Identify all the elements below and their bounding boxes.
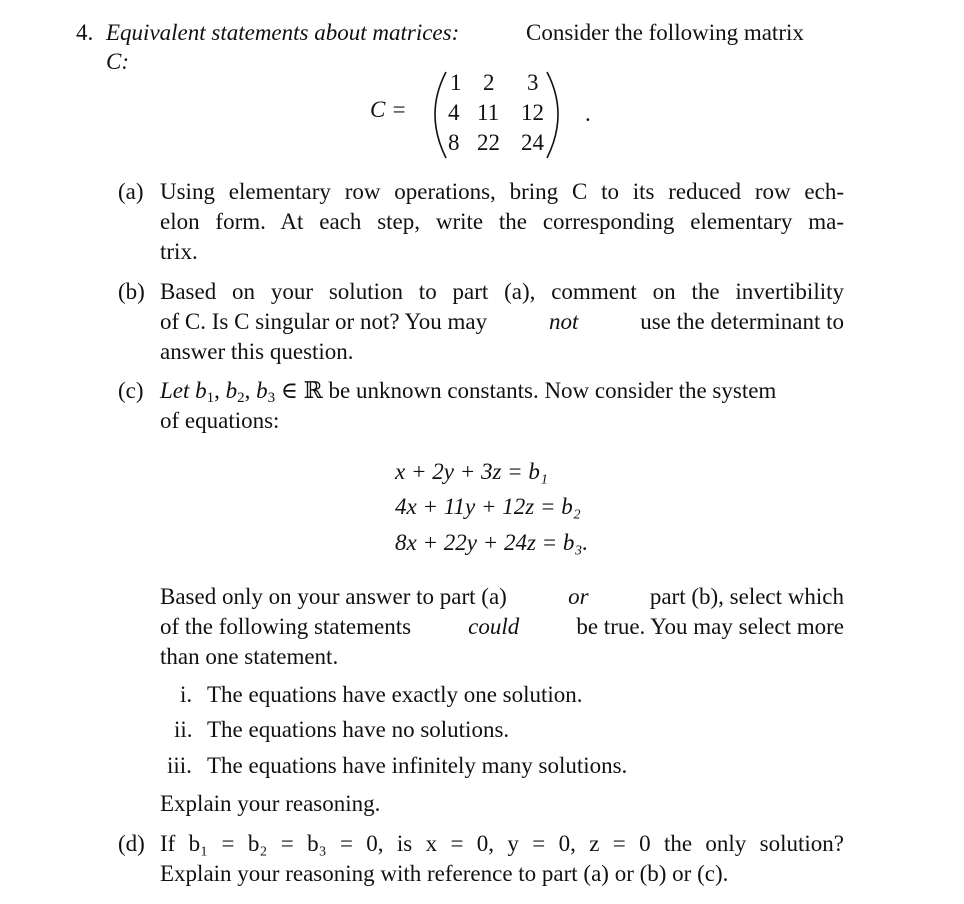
part-c-label: (c) <box>118 378 144 403</box>
part-c-para-line <box>160 582 844 612</box>
left-paren <box>435 72 446 158</box>
part-b-line: answer this question. <box>160 339 354 364</box>
matrix-period: . <box>585 101 591 126</box>
para2-pre: of the following statements <box>160 614 412 639</box>
para2-post: be true. You may select more <box>576 614 844 639</box>
para1-post: part (b), select which <box>649 584 844 609</box>
matrix-cell: 4 <box>448 100 460 125</box>
option-text: The equations have infinitely many solutions. <box>207 753 628 778</box>
para1-pre: Based only on your answer to part (a) <box>160 584 507 609</box>
problem-title: Equivalent statements about matrices: <box>106 20 460 45</box>
matrix-name: C: <box>106 49 129 74</box>
part-a-line: elon form. At each step, write the corresponding elementary ma- <box>160 209 844 234</box>
part-b-line: Based on your solution to part (a), comment on the invertibility <box>160 279 844 304</box>
part-d-line: If b₁ = b₂ = b₃ = 0, is x = 0, y = 0, z = 0 the only solution? <box>160 831 844 856</box>
part-b-label: (b) <box>118 279 145 304</box>
option-label: i. <box>180 682 193 707</box>
part-b-line2-post: use the determinant to <box>640 309 844 334</box>
part-c-para-line <box>160 612 844 642</box>
option-label: iii. <box>167 753 192 778</box>
matrix-cell: 12 <box>521 100 544 125</box>
explain-text: Explain your reasoning. <box>160 791 381 816</box>
problem-intro: Consider the following matrix <box>526 20 804 45</box>
option-label: ii. <box>174 717 193 742</box>
part-c-line1-post: ∈ ℝ be unknown constants. Now consider the system <box>280 378 777 403</box>
part-c-line2: of equations: <box>160 408 280 433</box>
part-d-line: Explain your reasoning with reference to part (a) or (b) or (c). <box>160 861 729 886</box>
matrix-cell: 1 <box>450 70 462 95</box>
part-c-para-line: than one statement. <box>160 644 339 669</box>
equation: 4x + 11y + 12z = b₂ <box>395 494 581 519</box>
matrix-cell: 22 <box>477 130 500 155</box>
matrix-cell: 24 <box>521 130 544 155</box>
para1-emph: or <box>568 584 589 609</box>
para2-emph: could <box>468 614 520 639</box>
part-a-label: (a) <box>118 179 144 204</box>
part-b-line2-emph: not <box>548 309 579 334</box>
equation: x + 2y + 3z = b₁ <box>395 459 548 484</box>
equation: 8x + 22y + 24z = b₃. <box>395 530 589 555</box>
problem-number: 4. <box>76 20 94 45</box>
part-c-line1: Let $b_1$, $b_2$, $b_3$ ∈ ℝ be unknown constants. Now consider the system <box>160 378 777 406</box>
option-text: The equations have no solutions. <box>207 717 510 742</box>
part-a-line: trix. <box>160 239 198 264</box>
matrix-cell: 3 <box>527 70 539 95</box>
matrix-cell: 11 <box>477 100 500 125</box>
matrix-cell: 8 <box>448 130 460 155</box>
right-paren <box>547 72 558 158</box>
option-text: The equations have exactly one solution. <box>207 682 583 707</box>
part-d-label: (d) <box>118 831 145 856</box>
part-c-line1-pre: Let b <box>160 378 207 403</box>
part-b-line2-pre: of C. Is C singular or not? You may <box>160 309 488 334</box>
matrix-cell: 2 <box>483 70 495 95</box>
part-b-line <box>160 307 844 337</box>
matrix-lhs: C = <box>370 97 407 122</box>
part-a-line: Using elementary row operations, bring C to its reduced row ech- <box>160 179 844 204</box>
